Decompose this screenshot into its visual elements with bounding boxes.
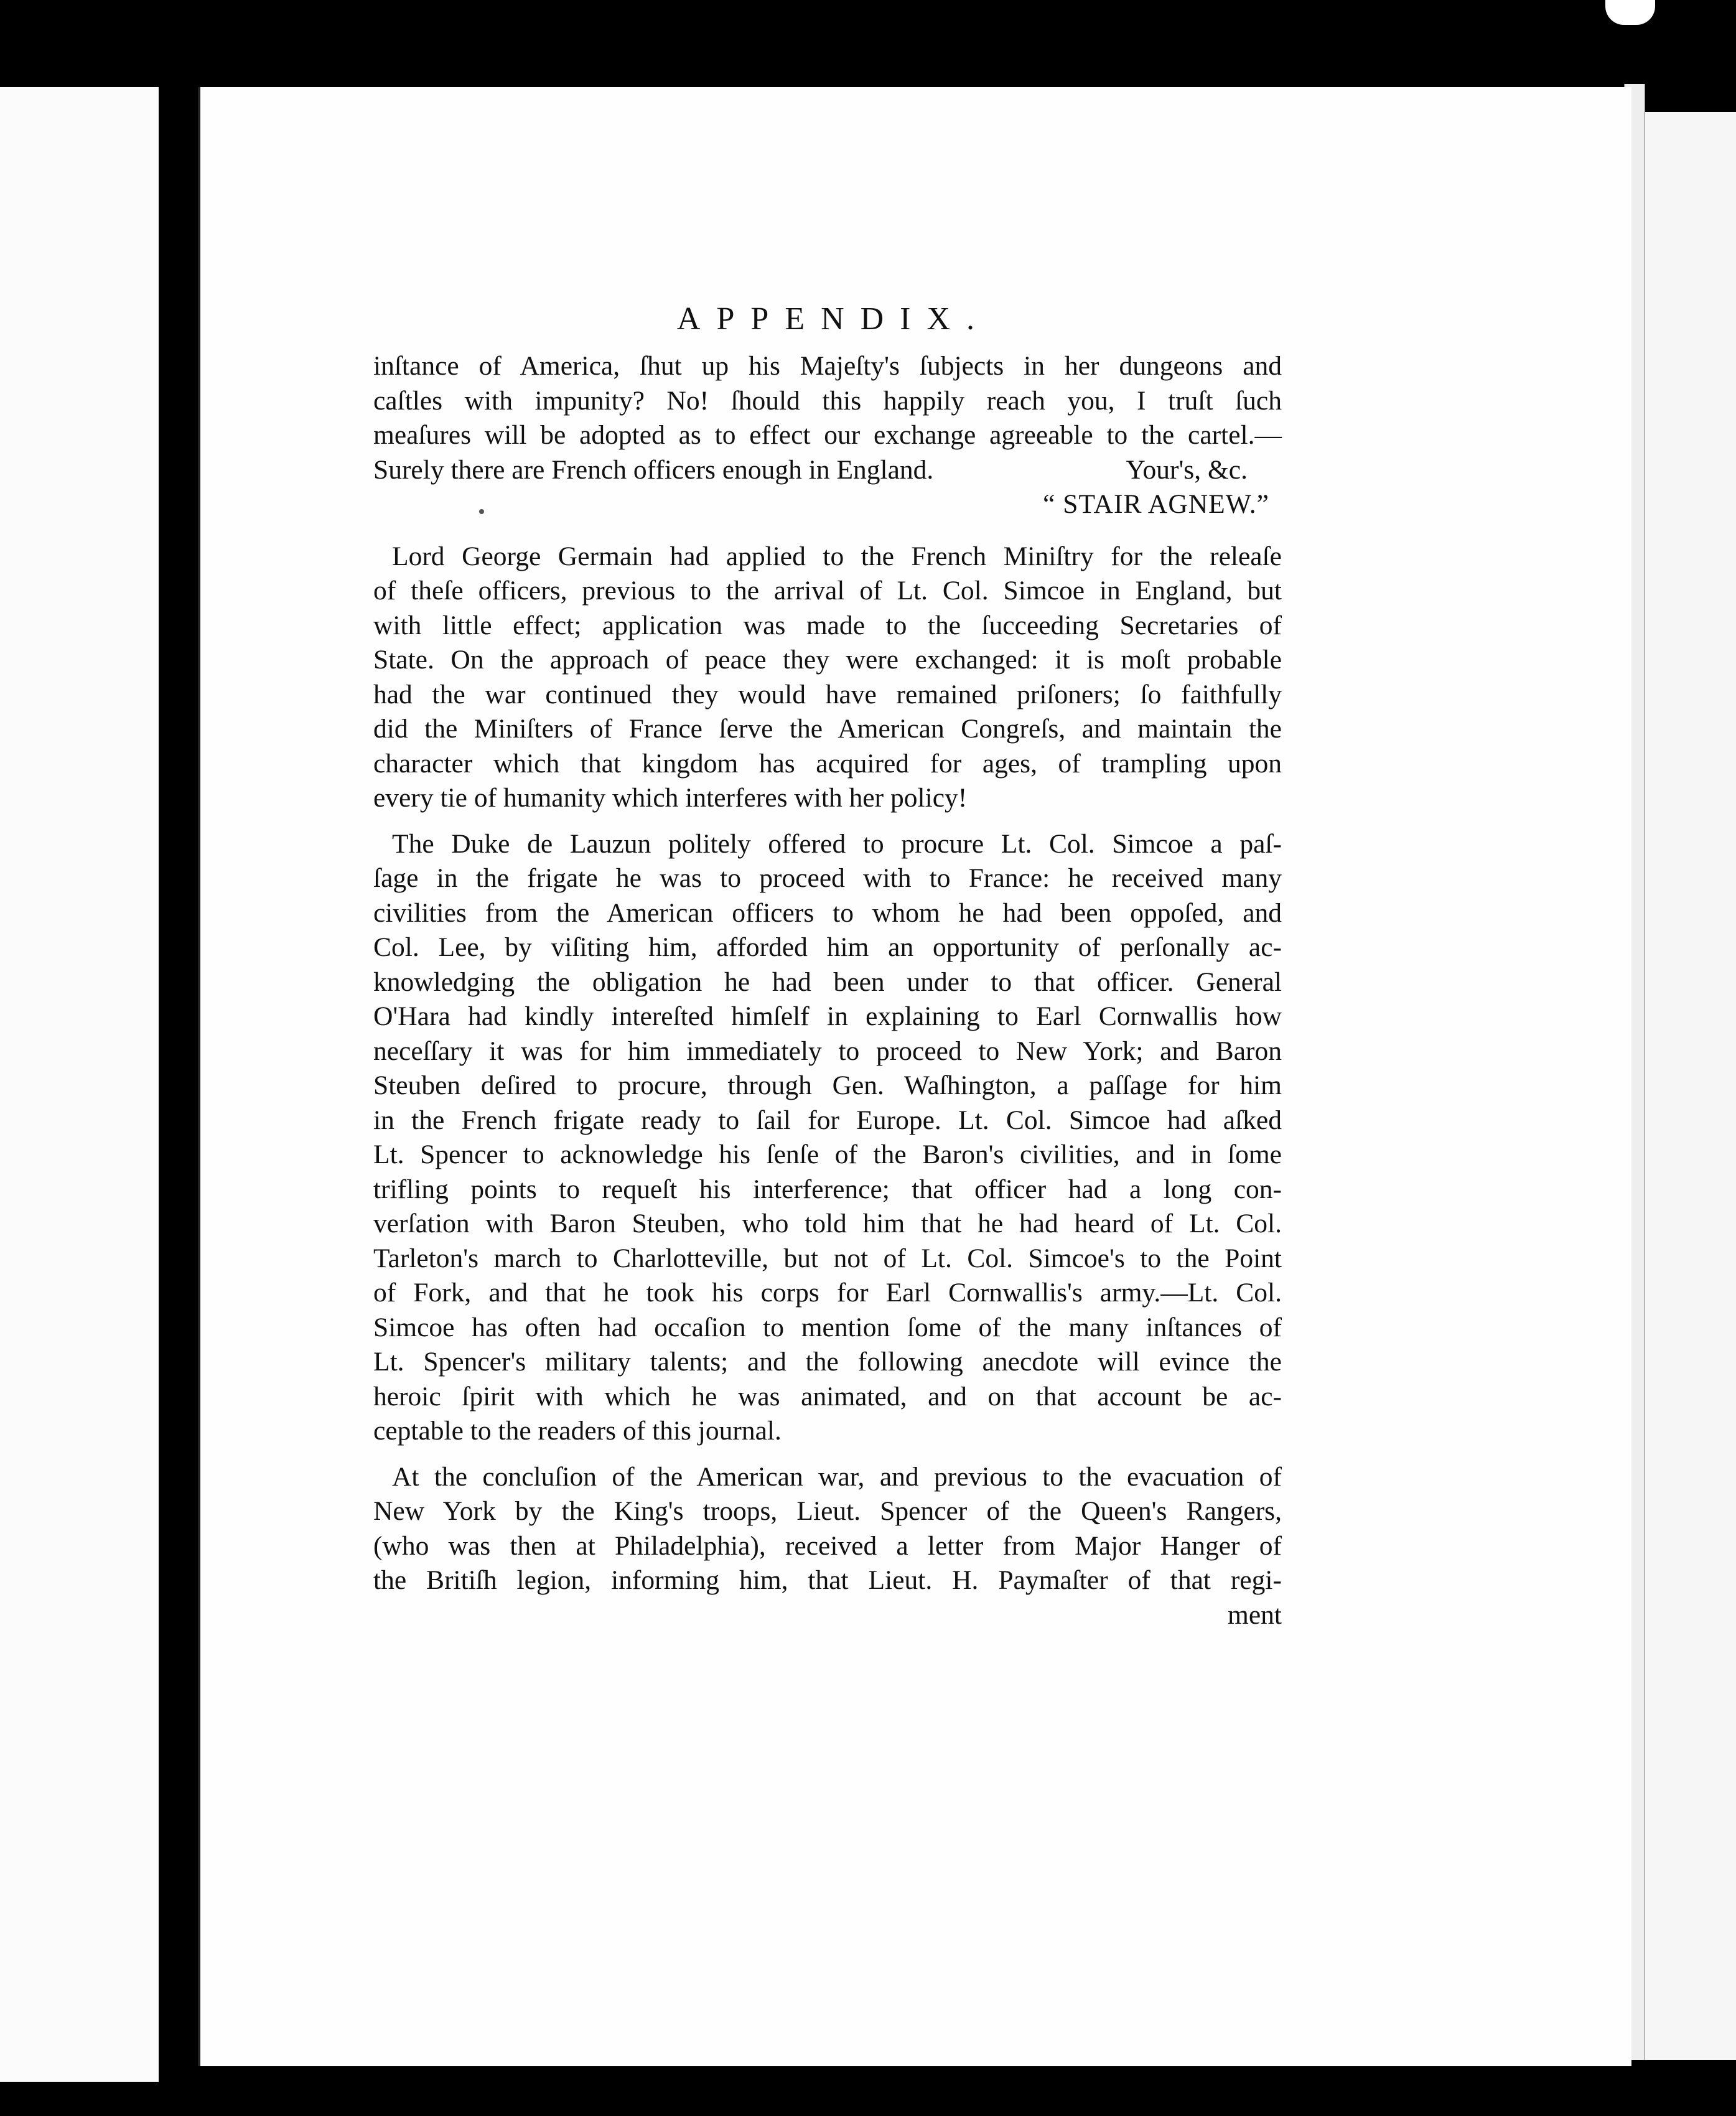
text-line: The Duke de Lauzun politely offered to procure Lt. Col. Simcoe a paſ- <box>392 828 1282 859</box>
text-line: State. On the approach of peace they were exchanged: it is moſt probable <box>373 645 1282 675</box>
text-line: Simcoe has often had occaſion to mention ſome of the many inſtances of <box>373 1312 1282 1342</box>
text-line: the Britiſh legion, informing him, that Lieut. H. Paymaſter of that regi- <box>373 1565 1282 1595</box>
text-line: Lt. Spencer's military talents; and the following anecdote will evince the <box>373 1347 1282 1377</box>
text-line: O'Hara had kindly intereſted himſelf in explaining to Earl Cornwallis how <box>373 1001 1282 1031</box>
text-line: civilities from the American officers to whom he had been oppoſed, and <box>373 897 1282 928</box>
text-line: (who was then at Philadelphia), received a letter from Major Hanger of <box>373 1530 1282 1561</box>
text-line: caſtles with impunity? No! ſhould this happily reach you, I truſt ſuch <box>373 385 1282 416</box>
text-line: Tarleton's march to Charlotteville, but not of Lt. Col. Simcoe's to the Point <box>373 1243 1282 1273</box>
valediction: Your's, &c. <box>1126 454 1248 485</box>
page-heading: APPENDIX. <box>676 301 991 337</box>
text-line: of Fork, and that he took his corps for Earl Cornwallis's army.—Lt. Col. <box>373 1278 1282 1308</box>
scan-corner-mark <box>1605 0 1655 25</box>
text-line: trifling points to requeſt his interference; that officer had a long con- <box>373 1174 1282 1204</box>
paragraph-germain <box>373 540 1282 816</box>
page-text <box>373 302 1282 1632</box>
text-line: with little effect; application was made to the ſucceeding Secretaries of <box>373 610 1282 640</box>
text-line: ſage in the frigate he was to proceed with to France: he received many <box>373 863 1282 893</box>
text-line: Col. Lee, by viſiting him, afforded him an opportunity of perſonally ac- <box>373 932 1282 962</box>
text-line: in the French frigate ready to ſail for Europe. Lt. Col. Simcoe had aſked <box>373 1105 1282 1135</box>
text-line: verſation with Baron Steuben, who told him that he had heard of Lt. Col. <box>373 1209 1282 1238</box>
left-page-edge <box>0 87 159 2082</box>
text-line: heroic ſpirit with which he was animated, and on that account be ac- <box>373 1381 1282 1411</box>
text-line: At the concluſion of the American war, and previous to the evacuation of <box>392 1461 1282 1492</box>
text-line: every tie of humanity which interferes with her policy! <box>373 783 968 813</box>
text-line: Lt. Spencer to acknowledge his ſenſe of the Baron's civilities, and in ſome <box>373 1140 1282 1169</box>
text-line: meaſures will be adopted as to effect our exchange agreeable to the cartel.— <box>373 420 1282 450</box>
paragraph-conclusion <box>373 1460 1282 1598</box>
text-line: neceſſary it was for him immediately to proceed to New York; and Baron <box>373 1036 1282 1066</box>
letter-closing-line <box>373 453 1282 488</box>
text-line: Lord George Germain had applied to the French Miniſtry for the releaſe <box>392 541 1282 571</box>
text-line: of theſe officers, previous to the arrival of Lt. Col. Simcoe in England, but <box>373 576 1282 606</box>
text-line: Steuben deſired to procure, through Gen. Waſhington, a paſſage for him <box>373 1070 1282 1100</box>
text-line: inſtance of America, ſhut up his Majeſty's ſubjects in her dungeons and <box>373 351 1282 381</box>
text-line: New York by the King's troops, Lieut. Spencer of the Queen's Rangers, <box>373 1496 1282 1526</box>
catchword: ment <box>1228 1599 1282 1630</box>
text-line: did the Miniſters of France ſerve the American Congreſs, and maintain the <box>373 714 1282 744</box>
text-line: had the war continued they would have remained priſoners; ſo faithfully <box>373 679 1282 709</box>
closing-sentence: Surely there are French officers enough in England. <box>373 454 934 485</box>
letter-excerpt <box>373 349 1282 522</box>
paragraph-lauzun <box>373 827 1282 1449</box>
text-line: character which that kingdom has acquired for ages, of trampling upon <box>373 748 1282 779</box>
text-line: knowledging the obligation he had been under to that officer. General <box>373 967 1282 997</box>
letter-signature: “ STAIR AGNEW.” <box>1043 489 1269 519</box>
text-line: ceptable to the readers of this journal. <box>373 1416 782 1446</box>
